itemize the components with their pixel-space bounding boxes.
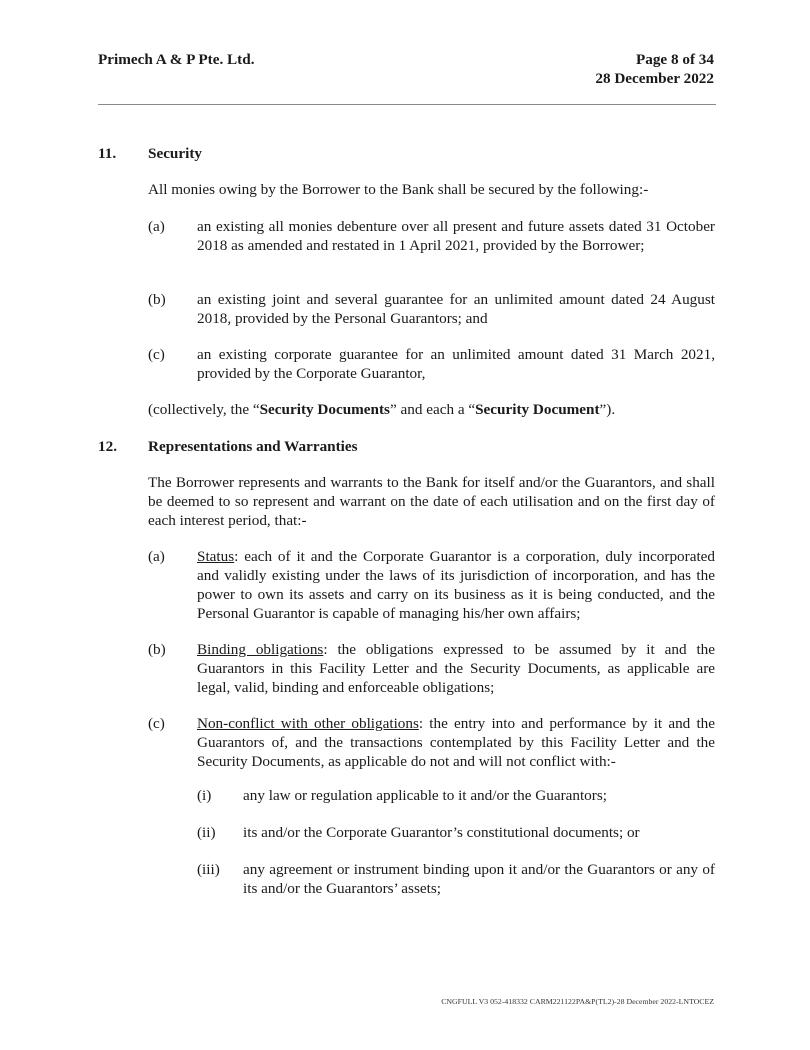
- document-date: 28 December 2022: [595, 70, 714, 87]
- section-11-intro: All monies owing by the Borrower to the Bank shall be secured by the following:-: [148, 181, 649, 198]
- item-c-heading: Non-conflict with other obligations: [197, 715, 419, 732]
- defined-term-security-documents: Security Documents: [259, 401, 390, 418]
- section-11-item-a-label: (a): [148, 218, 165, 235]
- company-name: Primech A & P Pte. Ltd.: [98, 51, 255, 68]
- section-12-number: 12.: [98, 438, 117, 455]
- section-11-item-c-label: (c): [148, 346, 165, 363]
- page-number: Page 8 of 34: [635, 51, 714, 68]
- subitem-ii-text: its and/or the Corporate Guarantor’s constitutional documents; or: [243, 824, 640, 841]
- closing-middle: ” and each a “: [389, 401, 476, 418]
- footer-reference: CNGFULL V3 052-418332 CARM221122PA&P(TL2)-28 December 2022-LNTOCEZ: [441, 997, 714, 1006]
- subitem-iii-text: any agreement or instrument binding upon it and/or the Guarantors or any of its and/or the Guarantors’ assets;: [243, 861, 715, 897]
- closing-suffix: ”).: [599, 401, 616, 418]
- item-b-heading: Binding obligations: [197, 641, 324, 658]
- section-12-intro: The Borrower represents and warrants to the Bank for itself and/or the Guarantors, and shall be deemed to so represent and warrant on the date of each utilisation and on the first day of each interest period, that:-: [148, 474, 715, 529]
- section-11-closing: [148, 400, 715, 419]
- section-11-item-b-label: (b): [148, 291, 166, 308]
- section-12-item-b-text: [197, 640, 715, 697]
- item-b-body: : the obligations expressed to be assumed by it and the Guarantors in this Facility Letter and the Security Documents, as applicable are legal, valid, binding and enforceable obligations;: [197, 641, 715, 696]
- section-12-item-c-label: (c): [148, 715, 165, 732]
- section-12-item-b-label: (b): [148, 641, 166, 658]
- subitem-ii-label: (ii): [197, 824, 216, 841]
- section-11-item-a-text: an existing all monies debenture over all present and future assets dated 31 October 2018 as amended and restated in 1 April 2021, provided by the Borrower;: [197, 218, 715, 254]
- page-info: [595, 50, 714, 88]
- section-11-item-b-text: an existing joint and several guarantee for an unlimited amount dated 24 August 2018, provided by the Personal Guarantors; and: [197, 291, 715, 327]
- section-11-item-c-text: an existing corporate guarantee for an unlimited amount dated 31 March 2021, provided by the Corporate Guarantor,: [197, 346, 715, 382]
- item-a-heading: Status: [197, 548, 235, 565]
- subitem-i-text: any law or regulation applicable to it and/or the Guarantors;: [243, 787, 607, 804]
- section-12-item-a-label: (a): [148, 548, 165, 565]
- closing-prefix: (collectively, the “: [148, 401, 260, 418]
- section-12-item-a-text: [197, 547, 715, 623]
- item-a-body: : each of it and the Corporate Guarantor is a corporation, duly incorporated and validly existing under the laws of its jurisdiction of incorporation, and has the power to own its assets and carry on its business as it is being conducted, and the Personal Guarantor is capable of managing his/her own affairs;: [197, 548, 715, 622]
- subitem-iii-label: (iii): [197, 861, 220, 878]
- header-divider: [98, 104, 716, 105]
- section-11-title: Security: [148, 145, 202, 162]
- item-c-body: : the entry into and performance by it and the Guarantors of, and the transactions contemplated by this Facility Letter and the Security Documents, as applicable do not and will not conflict with:-: [197, 715, 715, 770]
- defined-term-security-document: Security Document: [475, 401, 600, 418]
- subitem-i-label: (i): [197, 787, 212, 804]
- section-12-item-c-text: [197, 714, 715, 771]
- section-11-number: 11.: [98, 145, 117, 162]
- section-12-title: Representations and Warranties: [148, 438, 358, 455]
